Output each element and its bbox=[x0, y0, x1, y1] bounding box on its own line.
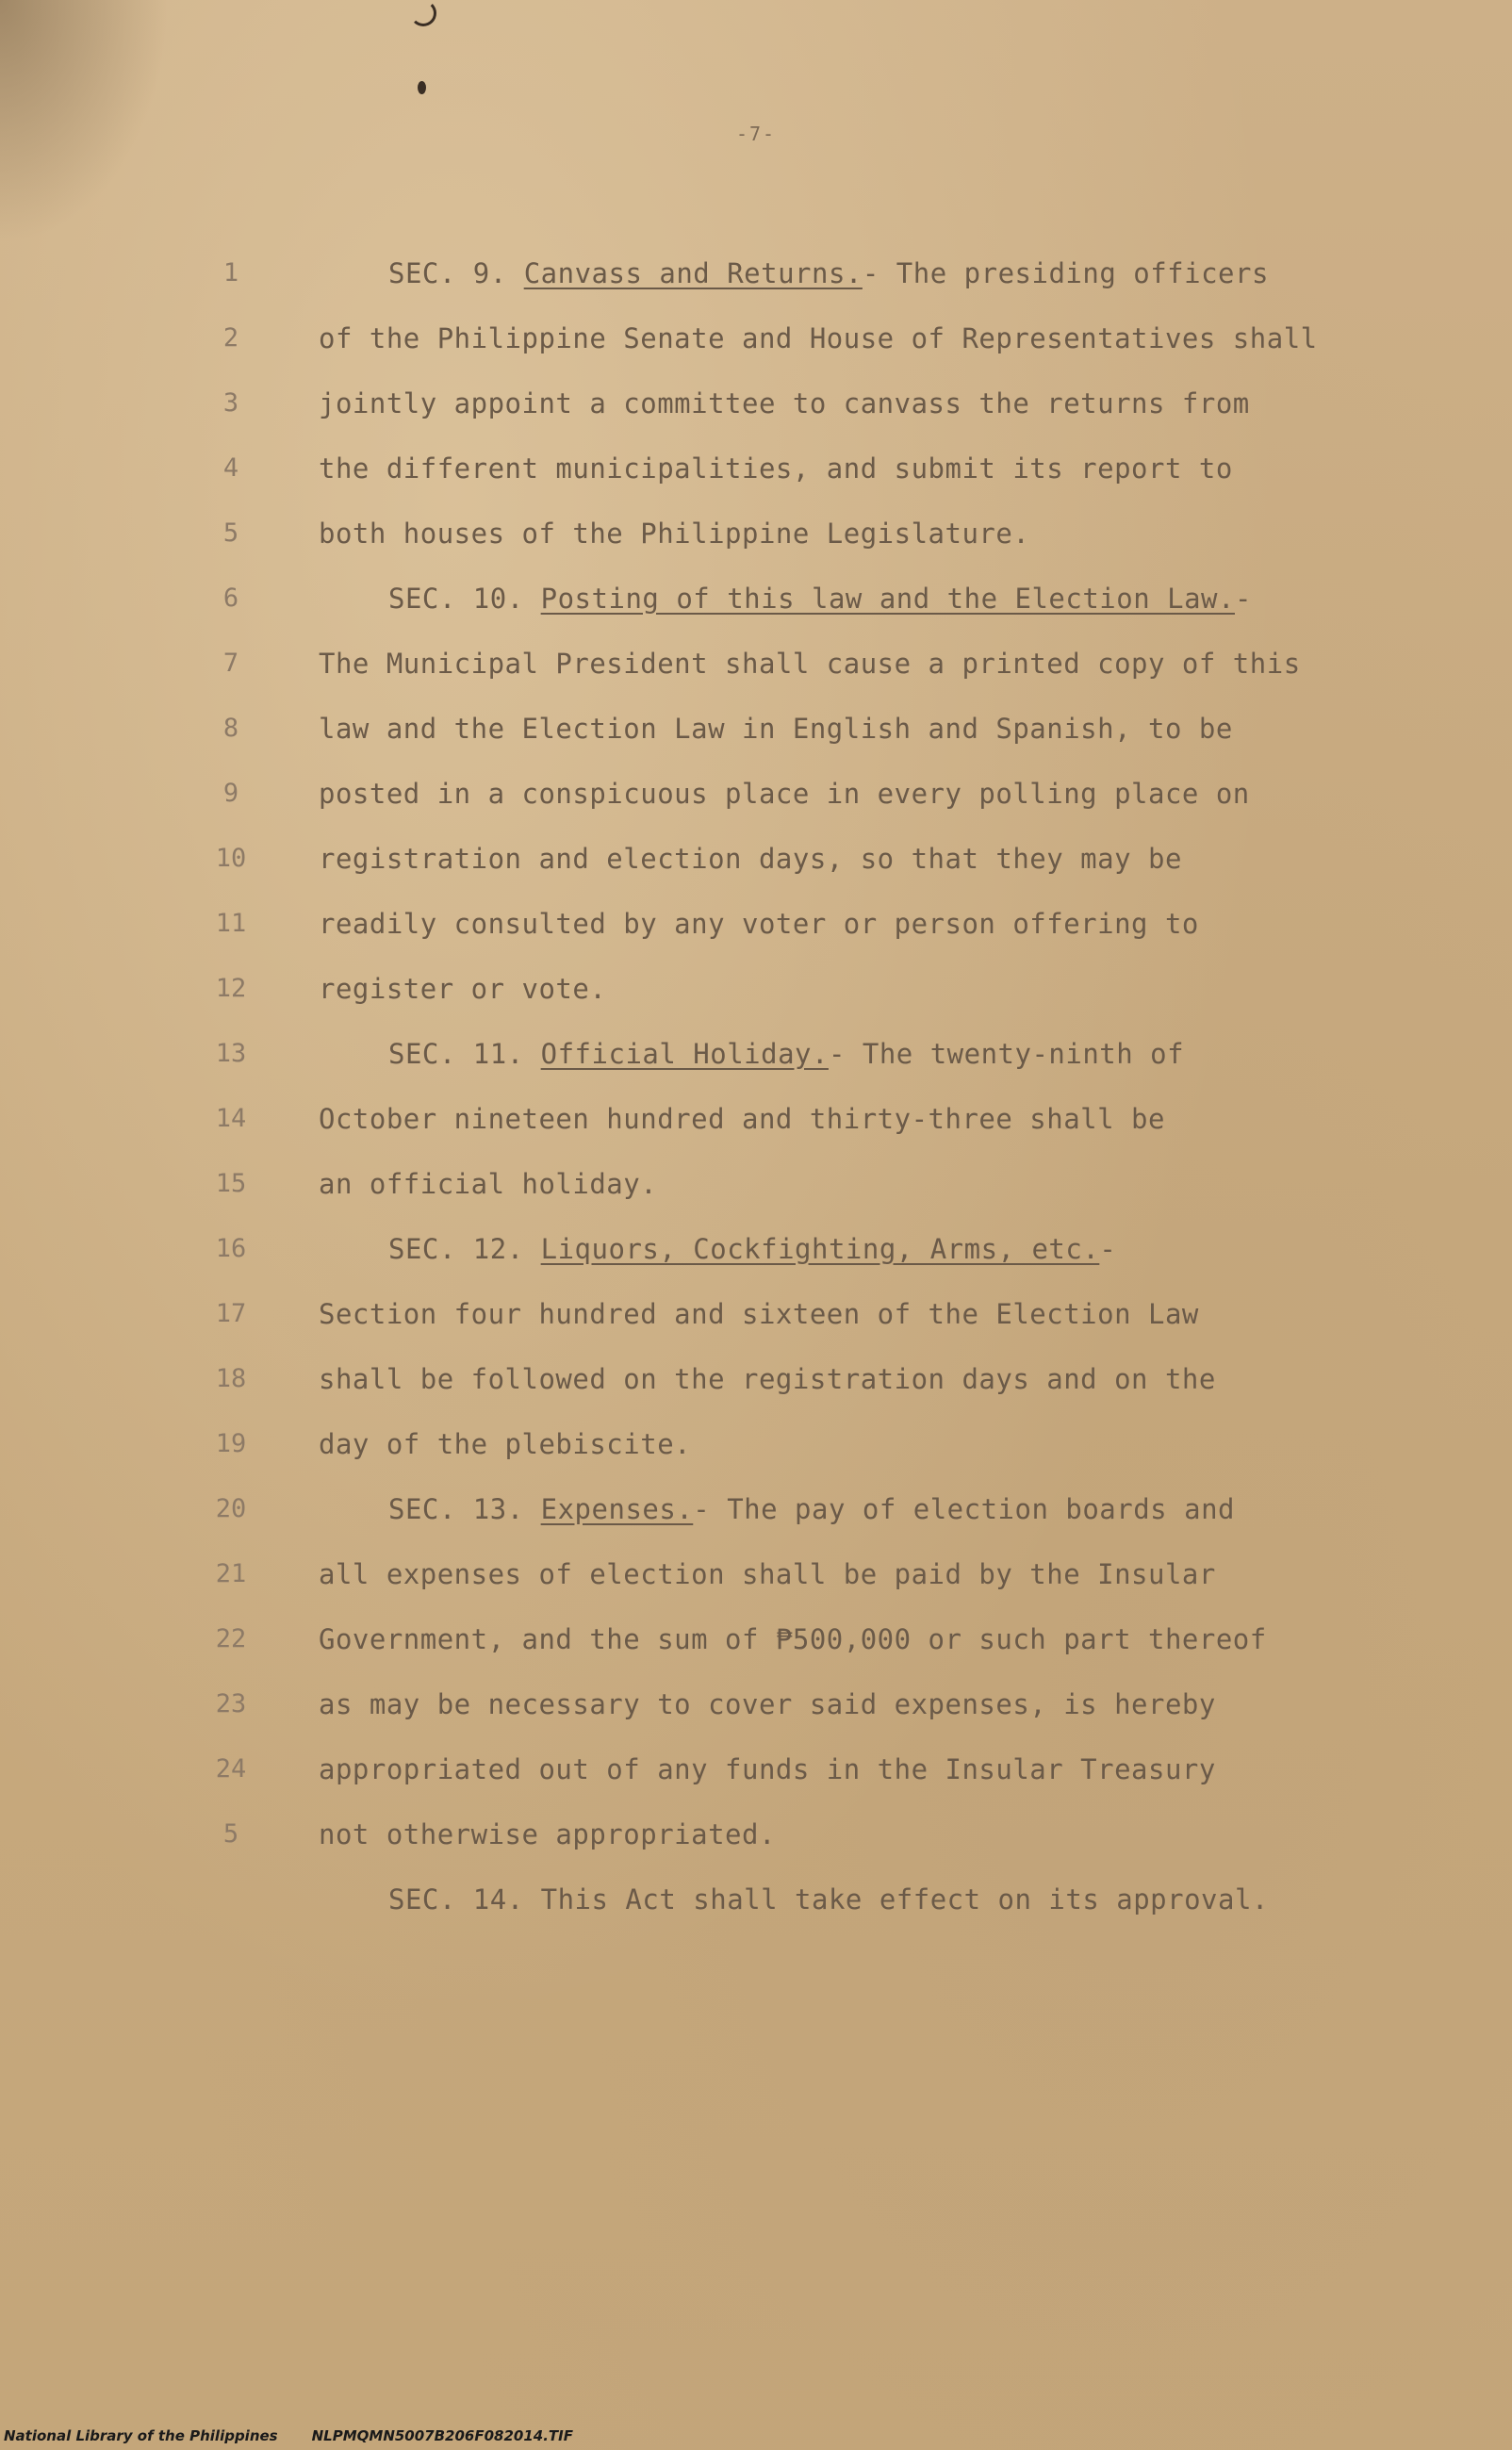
section-heading: Liquors, Cockfighting, Arms, etc. bbox=[540, 1233, 1100, 1265]
line-text bbox=[319, 1358, 1440, 1400]
text-segment: - bbox=[1234, 583, 1252, 615]
footer-file-id: NLPMQMN5007B206F082014.TIF bbox=[311, 2427, 573, 2444]
punch-hole bbox=[418, 81, 426, 94]
text-segment: both houses of the Philippine Legislature. bbox=[319, 518, 1030, 550]
document-line bbox=[0, 1033, 1512, 1075]
line-number: 5 bbox=[222, 518, 239, 548]
section-heading: Canvass and Returns. bbox=[523, 257, 863, 289]
line-text bbox=[388, 1228, 1510, 1270]
document-line bbox=[0, 968, 1512, 1010]
line-number: 18 bbox=[215, 1364, 247, 1393]
document-line bbox=[0, 578, 1512, 619]
text-segment: as may be necessary to cover said expenses, is hereby bbox=[319, 1688, 1216, 1720]
document-line bbox=[0, 1554, 1512, 1595]
text-segment: October nineteen hundred and thirty-three shall be bbox=[319, 1103, 1165, 1135]
document-line bbox=[0, 1098, 1512, 1140]
line-number: 8 bbox=[222, 714, 239, 743]
line-text bbox=[319, 773, 1440, 814]
line-text bbox=[319, 1423, 1440, 1465]
line-text bbox=[319, 1749, 1440, 1790]
document-line bbox=[0, 1619, 1512, 1660]
line-text bbox=[319, 903, 1440, 945]
line-number: 7 bbox=[222, 649, 239, 678]
document-line bbox=[0, 513, 1512, 554]
text-segment: posted in a conspicuous place in every polling place on bbox=[319, 778, 1250, 810]
line-text bbox=[319, 1293, 1440, 1335]
text-segment: SEC. 11. bbox=[388, 1038, 541, 1070]
document-line bbox=[0, 1814, 1512, 1855]
line-text bbox=[319, 1684, 1440, 1725]
line-number: 23 bbox=[215, 1689, 247, 1718]
document-line bbox=[0, 1879, 1512, 1920]
document-line bbox=[0, 773, 1512, 814]
line-number: 14 bbox=[215, 1104, 247, 1133]
line-number: 2 bbox=[222, 323, 239, 353]
line-number: 5 bbox=[222, 1819, 239, 1849]
line-number: 3 bbox=[222, 388, 239, 418]
line-number: 12 bbox=[215, 974, 247, 1003]
text-segment: appropriated out of any funds in the Insular Treasury bbox=[319, 1753, 1216, 1785]
document-line bbox=[0, 1423, 1512, 1465]
footer-institution: National Library of the Philippines bbox=[4, 2427, 278, 2444]
text-segment: - The twenty-ninth of bbox=[828, 1038, 1185, 1070]
line-number: 22 bbox=[215, 1624, 247, 1653]
text-segment: SEC. 10. bbox=[388, 583, 541, 615]
text-segment: SEC. 13. bbox=[388, 1493, 541, 1525]
line-text bbox=[319, 318, 1440, 359]
document-line bbox=[0, 838, 1512, 880]
line-number: 1 bbox=[222, 258, 239, 288]
text-segment: not otherwise appropriated. bbox=[319, 1818, 776, 1850]
text-segment: registration and election days, so that they may be bbox=[319, 843, 1182, 875]
line-text bbox=[388, 1879, 1510, 1920]
text-segment: Government, and the sum of ₱500,000 or such part thereof bbox=[319, 1623, 1267, 1655]
text-segment: shall be followed on the registration days and on the bbox=[319, 1363, 1216, 1395]
document-line bbox=[0, 253, 1512, 294]
line-number: 21 bbox=[215, 1559, 247, 1588]
text-segment: - The pay of election boards and bbox=[693, 1493, 1235, 1525]
line-number: 6 bbox=[222, 584, 239, 613]
line-number: 13 bbox=[215, 1039, 247, 1068]
line-number: 17 bbox=[215, 1299, 247, 1328]
line-number: 19 bbox=[215, 1429, 247, 1458]
text-segment: SEC. 12. bbox=[388, 1233, 541, 1265]
text-segment: an official holiday. bbox=[319, 1168, 658, 1200]
scan-footer bbox=[4, 2427, 573, 2444]
line-text bbox=[319, 513, 1440, 554]
text-segment: Section four hundred and sixteen of the Election Law bbox=[319, 1298, 1199, 1330]
text-segment: SEC. 14. This Act shall take effect on its approval. bbox=[388, 1883, 1269, 1916]
page-number: -7- bbox=[735, 123, 777, 145]
text-segment: register or vote. bbox=[319, 973, 607, 1005]
text-segment: law and the Election Law in English and Spanish, to be bbox=[319, 713, 1233, 745]
punch-hole bbox=[410, 0, 436, 26]
line-number: 20 bbox=[215, 1494, 247, 1523]
line-number: 10 bbox=[215, 844, 247, 873]
line-text bbox=[319, 838, 1440, 880]
document-line bbox=[0, 383, 1512, 424]
line-text bbox=[319, 1098, 1440, 1140]
section-heading: Expenses. bbox=[540, 1493, 694, 1525]
document-line bbox=[0, 1684, 1512, 1725]
line-text bbox=[388, 578, 1510, 619]
section-heading: Official Holiday. bbox=[540, 1038, 829, 1070]
line-number: 24 bbox=[215, 1754, 247, 1784]
document-line bbox=[0, 1163, 1512, 1205]
text-segment: jointly appoint a committee to canvass the returns from bbox=[319, 387, 1250, 419]
document-line bbox=[0, 903, 1512, 945]
line-text bbox=[319, 1554, 1440, 1595]
document-line bbox=[0, 1749, 1512, 1790]
document-line bbox=[0, 318, 1512, 359]
document-line bbox=[0, 708, 1512, 749]
line-number: 9 bbox=[222, 779, 239, 808]
text-segment: The Municipal President shall cause a printed copy of this bbox=[319, 648, 1301, 680]
line-text bbox=[319, 1163, 1440, 1205]
document-line bbox=[0, 1358, 1512, 1400]
line-text bbox=[388, 253, 1510, 294]
document-line bbox=[0, 448, 1512, 489]
text-segment: - The presiding officers bbox=[862, 257, 1269, 289]
line-text bbox=[388, 1488, 1510, 1530]
line-text bbox=[319, 643, 1440, 684]
line-number: 15 bbox=[215, 1169, 247, 1198]
line-number: 4 bbox=[222, 453, 239, 483]
line-text bbox=[319, 448, 1440, 489]
text-segment: readily consulted by any voter or person offering to bbox=[319, 908, 1199, 940]
line-text bbox=[319, 383, 1440, 424]
document-line bbox=[0, 1293, 1512, 1335]
text-segment: of the Philippine Senate and House of Representatives shall bbox=[319, 322, 1318, 354]
text-segment: - bbox=[1099, 1233, 1117, 1265]
line-number: 11 bbox=[215, 909, 247, 938]
line-text bbox=[319, 1619, 1440, 1660]
line-number: 16 bbox=[215, 1234, 247, 1263]
text-segment: day of the plebiscite. bbox=[319, 1428, 692, 1460]
document-line bbox=[0, 1488, 1512, 1530]
line-text bbox=[319, 968, 1440, 1010]
line-text bbox=[319, 1814, 1440, 1855]
text-segment: all expenses of election shall be paid by the Insular bbox=[319, 1558, 1216, 1590]
document-line bbox=[0, 643, 1512, 684]
line-text bbox=[388, 1033, 1510, 1075]
section-heading: Posting of this law and the Election Law. bbox=[540, 583, 1235, 615]
line-text bbox=[319, 708, 1440, 749]
text-segment: SEC. 9. bbox=[388, 257, 524, 289]
document-line bbox=[0, 1228, 1512, 1270]
text-segment: the different municipalities, and submit its report to bbox=[319, 452, 1233, 485]
